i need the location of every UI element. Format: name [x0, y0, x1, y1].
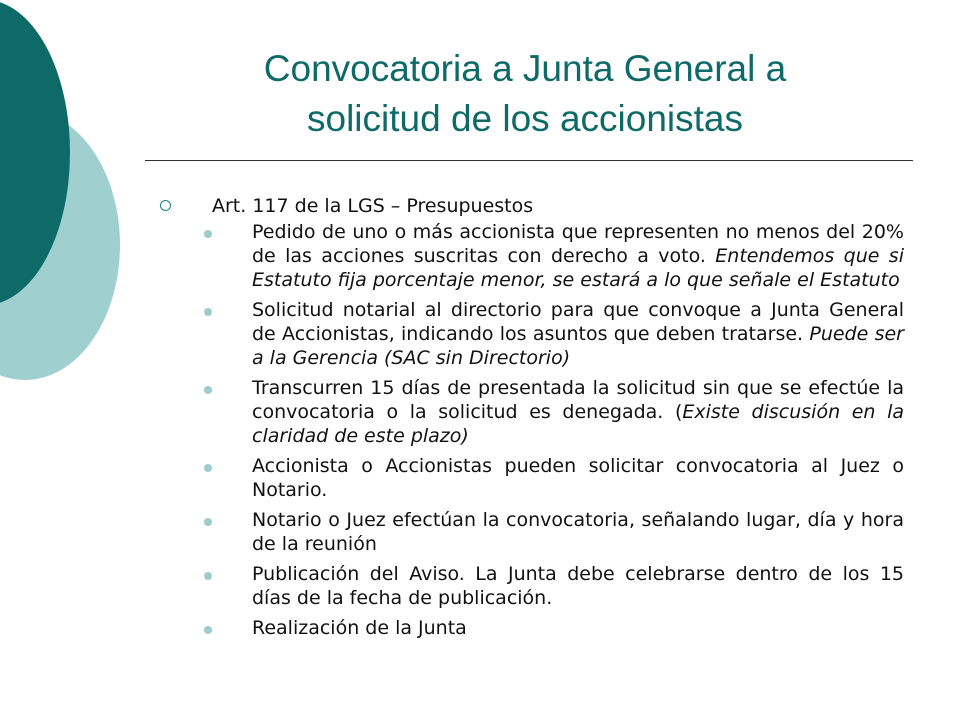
list-item — [204, 220, 904, 292]
slide-title — [140, 44, 910, 144]
bullet-dot-icon — [204, 626, 212, 634]
list-item — [204, 508, 904, 556]
bullet-dot-icon — [204, 386, 212, 394]
title-line-1: Convocatoria a Junta General a — [263, 48, 787, 89]
list-item — [204, 454, 904, 502]
bullet-list — [204, 220, 904, 646]
list-item-italic: Entendemos que si Estatuto fija porcentaje menor, se estará a lo que señale el Estatuto — [252, 245, 904, 291]
list-item-text: Pedido de uno o más accionista que representen no menos del 20% de las acciones suscritas con derecho a voto. — [252, 221, 904, 267]
list-item-text: Realización de la Junta — [252, 617, 467, 639]
list-item — [204, 616, 904, 640]
list-item-italic: Puede ser a la Gerencia (SAC sin Directorio) — [252, 323, 904, 369]
title-divider — [145, 160, 913, 161]
ring-bullet-icon — [160, 200, 171, 211]
bullet-dot-icon — [204, 230, 212, 238]
bullet-dot-icon — [204, 518, 212, 526]
list-item — [204, 298, 904, 370]
title-line-2: solicitud de los accionistas — [307, 98, 743, 139]
section-heading-text: Art. 117 de la LGS – Presupuestos — [212, 195, 534, 217]
list-item — [204, 562, 904, 610]
list-item-text: Accionista o Accionistas pueden solicitar convocatoria al Juez o Notario. — [252, 455, 904, 501]
list-item-text: Transcurren 15 días de presentada la solicitud sin que se efectúe la convocatoria o la solicitud es denegada. ( — [252, 377, 904, 423]
bullet-dot-icon — [204, 464, 212, 472]
list-item — [204, 376, 904, 448]
list-item-italic: Existe discusión en la claridad de este plazo) — [252, 401, 904, 447]
list-item-text: Publicación del Aviso. La Junta debe celebrarse dentro de los 15 días de la fecha de publicación. — [252, 563, 904, 609]
list-item-text: Solicitud notarial al directorio para que convoque a Junta General de Accionistas, indicando los asuntos que deben tratarse. — [252, 299, 904, 345]
list-item-text: Notario o Juez efectúan la convocatoria, señalando lugar, día y hora de la reunión — [252, 509, 904, 555]
bullet-dot-icon — [204, 308, 212, 316]
bullet-dot-icon — [204, 572, 212, 580]
